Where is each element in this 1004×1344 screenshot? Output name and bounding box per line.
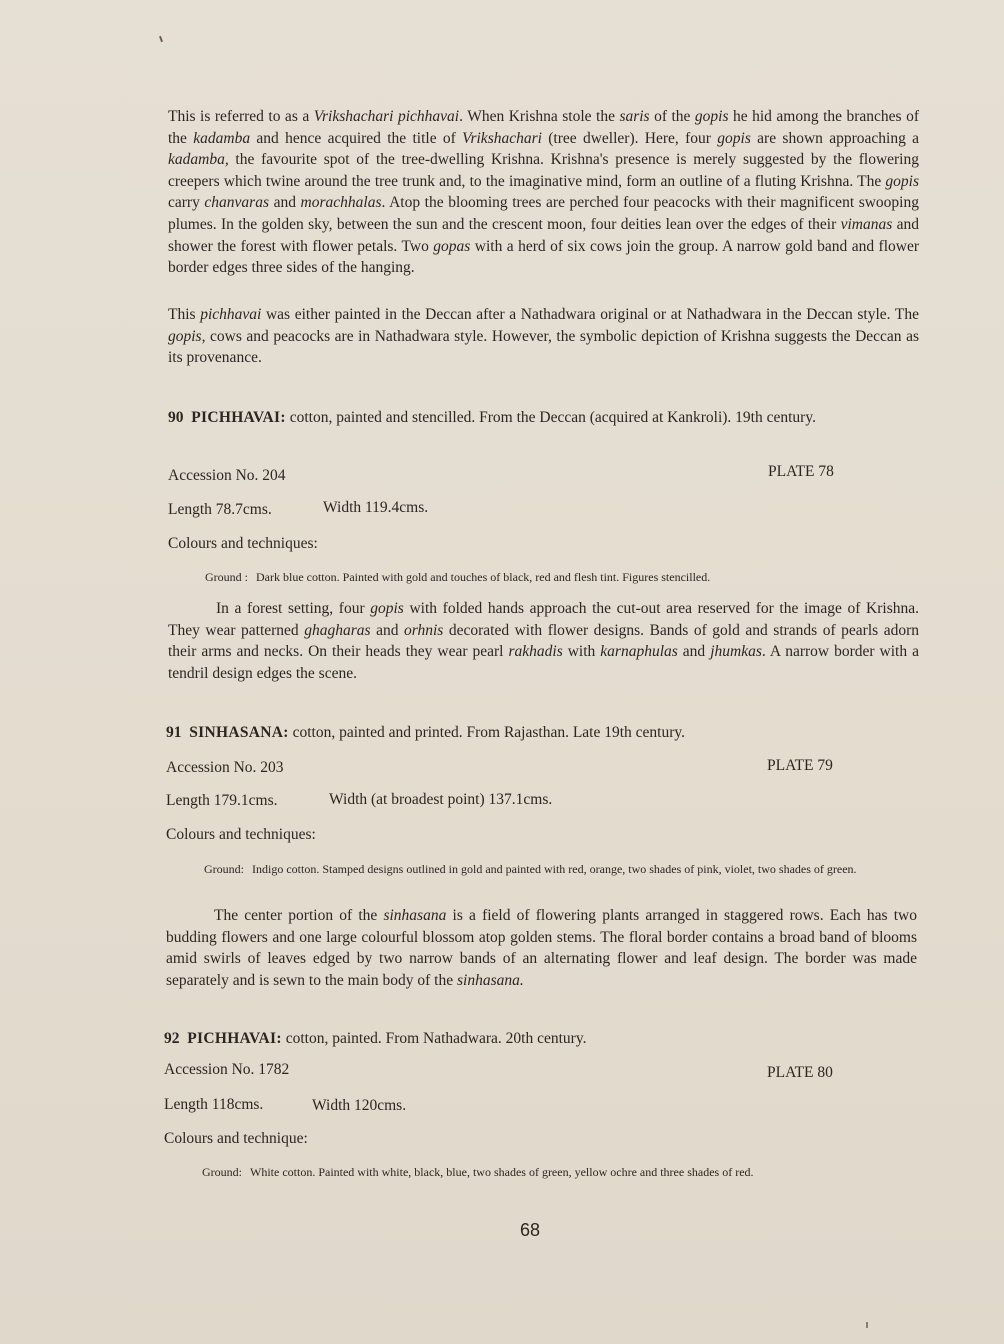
entry-subtitle: cotton, painted and stencilled. From the Deccan (acquired at Kankroli). 19th century. [285,409,816,426]
text-run: and [677,643,711,661]
intro-paragraph-2 [168,304,919,369]
text-run: carry [168,194,205,212]
italic-term: gopas [433,237,471,255]
ground-text: Dark blue cotton. Painted with gold and touches of black, red and flesh tint. Figures stencilled. [256,570,711,584]
ground-label: Ground: [202,1165,242,1179]
text-run: (tree dweller). Here, four [541,129,718,147]
entry-subtitle: cotton, painted and printed. From Rajasthan. Late 19th century. [288,724,686,741]
entry-90-accession: Accession No. 204 [168,467,286,484]
text-run: with a herd of six cows join the group. A narrow gold band and flower border edges three sides of the hanging. [168,237,919,277]
entry-number: 90 [168,409,184,426]
text-run: . Atop the blooming trees are perched four peacocks with their magnificent swooping plumes. In the golden sky, between the sun and the crescent moon, four deities lean over the edges of their [168,194,919,233]
italic-term: rakhadis [508,643,563,661]
entry-title: PICHHAVAI: [187,1030,282,1047]
entry-91-colours-label: Colours and techniques: [166,826,316,843]
ink-mark [159,36,163,42]
entry-title: PICHHAVAI: [191,409,286,426]
entry-90-ground [205,569,905,586]
entry-subtitle: cotton, painted. From Nathadwara. 20th century. [281,1030,587,1047]
text-run: the favourite spot of the tree-dwelling Krishna. Krishna's presence is merely suggested by the flowering creepers which twine around the tree trunk and, to the imaginative mind, form an outline of a fluting Krishna. The [168,151,919,190]
italic-term: Vrikshachari pichhavai [313,108,460,125]
entry-92-accession: Accession No. 1782 [164,1061,290,1078]
text-run: and [370,621,404,639]
text-run: cows and peacocks are in Nathadwara style. However, the symbolic depiction of Krishna suggests the Deccan as its provenance. [168,327,919,367]
entry-92-heading [164,1028,915,1050]
text-run: decorated with flower designs. Bands of gold and strands of pearls adorn their arms and necks. On their heads they wear pearl [168,621,919,661]
entry-number: 92 [164,1030,180,1047]
entry-91-length: Length 179.1cms. [166,792,278,809]
text-run: is a field of flowering plants arranged in staggered rows. Each has two budding flowers and one large colourful blossom atop golden stems. The floral border contains a broad band of blooms amid swirls of leaves edged by two narrow bands of an alternating flower and leaf design. The border was made separately and is sewn to the main body of the [166,907,917,989]
entry-91-accession: Accession No. 203 [166,759,284,776]
text-run: This is referred to as a [168,108,314,125]
entry-91-description [166,905,917,991]
entry-92-length: Length 118cms. [164,1096,264,1113]
italic-term: orhnis [403,621,444,639]
italic-term: vimanas [840,215,893,233]
italic-term: ghagharas [304,621,371,639]
ink-mark [866,1322,868,1328]
text-run: he hid among the branches of the [168,108,919,147]
text-run: with folded hands approach the cut-out area reserved for the image of Krishna. They wear patterned [168,600,919,639]
intro-paragraph-1 [168,106,919,279]
text-run: In a forest setting, four [216,600,371,617]
entry-92-colours-label: Colours and technique: [164,1130,308,1147]
ground-label: Ground : [205,570,248,584]
text-run: and hence acquired the title of [250,129,463,147]
italic-term: karnaphulas [600,643,678,661]
entry-90-description [168,598,919,684]
text-run: was either painted in the Deccan after a Nathadwara original or at Nathadwara in the Deccan style. The [261,306,919,323]
text-run: . When Krishna stole the [459,108,620,125]
text-run: The center portion of the [214,907,384,924]
italic-term: gopis [885,172,919,190]
text-run: . A narrow border with a tendril design edges the scene. [168,643,919,682]
entry-title: SINHASANA: [189,724,289,741]
text-run: of the [649,108,695,125]
italic-term: sinhasana [383,907,447,924]
italic-term: sinhasana. [456,971,524,989]
italic-term: gopis [717,129,751,147]
italic-term: gopis [694,108,729,125]
page-number: 68 [520,1220,541,1240]
italic-term: morachhalas [300,194,382,212]
text-run: and [269,194,301,212]
entry-90-colours-label: Colours and techniques: [168,535,318,552]
entry-90-length: Length 78.7cms. [168,501,272,518]
ground-text: Indigo cotton. Stamped designs outlined in gold and painted with red, orange, two shades of pink, violet, two shades of green. [252,862,857,876]
entry-90-width: Width 119.4cms. [323,499,429,516]
entry-92-plate: PLATE 80 [767,1064,833,1081]
italic-term: chanvaras [204,194,269,212]
italic-term: Vrikshachari [462,129,542,147]
entry-number: 91 [166,724,182,741]
italic-term: saris [619,108,650,125]
entry-90-heading [168,407,919,429]
text-run: with [562,643,601,661]
entry-91-heading [166,722,917,744]
text-run: are shown approaching a [750,129,920,147]
italic-term: pichhavai [200,306,262,323]
entry-90-plate: PLATE 78 [768,463,834,480]
italic-term: gopis, [168,327,206,345]
italic-term: kadamba, [168,151,229,169]
entry-91-ground [204,861,894,878]
entry-91-plate: PLATE 79 [767,757,833,774]
entry-91-width: Width (at broadest point) 137.1cms. [329,791,553,808]
italic-term: jhumkas [710,643,762,661]
text-run: and shower the forest with flower petals. Two [168,215,919,255]
text-run: This [168,306,201,323]
italic-term: kadamba [193,129,251,147]
ground-text: White cotton. Painted with white, black, blue, two shades of green, yellow ochre and three shades of red. [250,1165,754,1179]
entry-92-width: Width 120cms. [312,1097,407,1114]
ground-label: Ground: [204,862,244,876]
entry-92-ground [202,1164,902,1181]
italic-term: gopis [370,600,404,617]
